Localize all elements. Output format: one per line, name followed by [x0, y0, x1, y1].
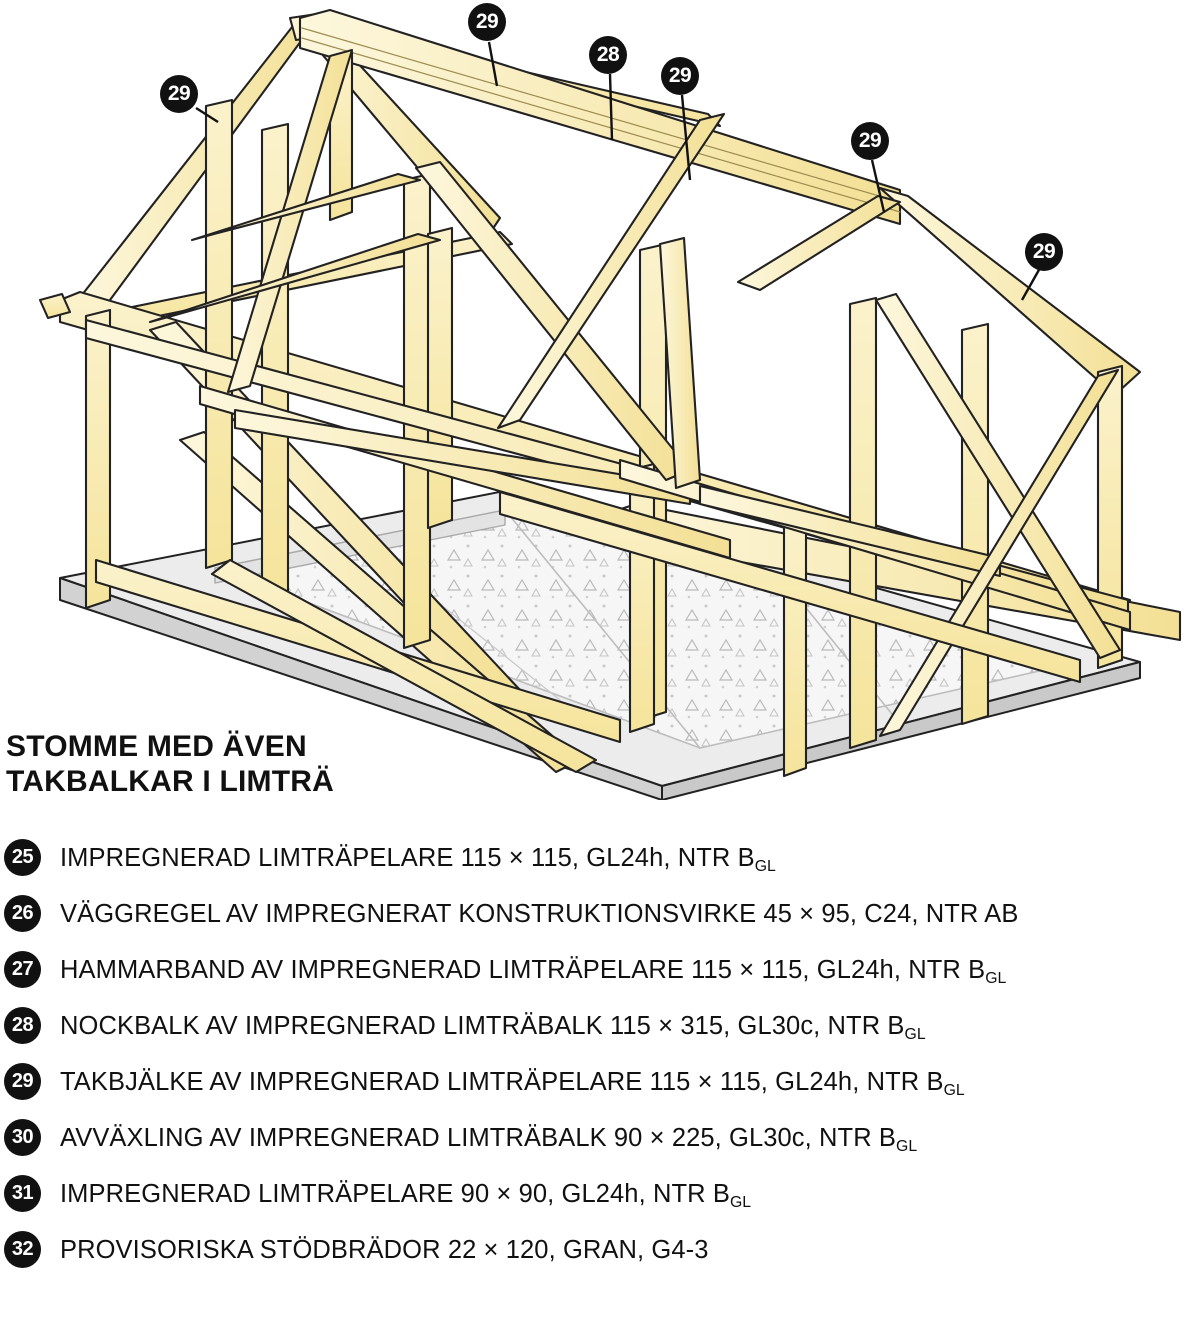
legend-item-26: [4, 894, 1196, 950]
callout-29-d: 29: [851, 122, 889, 160]
callout-29-e: 29: [1025, 233, 1063, 271]
legend-item-32: [4, 1230, 1196, 1286]
legend-item-30: [4, 1118, 1196, 1174]
legend-label-25-text: IMPREGNERAD LIMTRÄPELARE 115 × 115, GL24h, NTR B: [60, 844, 755, 872]
callout-28: 28: [589, 36, 627, 74]
legend-label-31-sub: GL: [729, 1194, 752, 1211]
legend-label-26: [60, 894, 1196, 938]
legend-label-29: [60, 1062, 1196, 1106]
legend-label-26-text: VÄGGREGEL AV IMPREGNERAT KONSTRUKTIONSVIRKE 45 × 95, C24, NTR AB: [60, 900, 1019, 928]
legend-number-32: 32: [4, 1231, 41, 1268]
legend-label-27-text: HAMMARBAND AV IMPREGNERAD LIMTRÄPELARE 115 × 115, GL24h, NTR B: [60, 956, 986, 984]
legend-number-28: 28: [4, 1007, 41, 1044]
legend-label-31: [60, 1174, 1196, 1218]
legend-number-30: 30: [4, 1119, 41, 1156]
legend-number-25: 25: [4, 839, 41, 876]
legend-label-27-sub: GL: [985, 970, 1007, 987]
legend-label-30-text: AVVÄXLING AV IMPREGNERAD LIMTRÄBALK 90 × 225, GL30c, NTR B: [60, 1124, 897, 1152]
callout-29-c: 29: [160, 75, 198, 113]
legend-label-28-sub: GL: [904, 1026, 926, 1043]
callout-29-a: 29: [468, 3, 506, 41]
legend-label-30-sub: GL: [896, 1138, 918, 1155]
legend-label-29-sub: GL: [943, 1082, 965, 1099]
callout-29-b: 29: [661, 57, 699, 95]
title-line-2: TAKBALKAR I LIMTRÄ: [6, 764, 334, 798]
legend-item-25: [4, 838, 1196, 894]
legend-label-27: [60, 950, 1196, 994]
legend-label-28: [60, 1006, 1196, 1050]
legend-number-29: 29: [4, 1063, 41, 1100]
legend-label-29-text: TAKBJÄLKE AV IMPREGNERAD LIMTRÄPELARE 115 × 115, GL24h, NTR B: [60, 1068, 944, 1096]
legend-item-28: [4, 1006, 1196, 1062]
page-title: [6, 730, 526, 799]
title-line-1: STOMME MED ÄVEN: [6, 730, 307, 763]
legend-item-29: [4, 1062, 1196, 1118]
legend-number-31: 31: [4, 1175, 41, 1212]
legend-label-25: [60, 838, 1196, 882]
legend-label-32-text: PROVISORISKA STÖDBRÄDOR 22 × 120, GRAN, G4-3: [60, 1236, 709, 1264]
legend-item-27: [4, 950, 1196, 1006]
legend-list: [4, 838, 1196, 1286]
legend-label-25-sub: GL: [754, 858, 776, 875]
legend-label-31-text: IMPREGNERAD LIMTRÄPELARE 90 × 90, GL24h, NTR B: [60, 1180, 730, 1208]
legend-number-27: 27: [4, 951, 41, 988]
legend-label-30: [60, 1118, 1196, 1162]
legend-label-32: [60, 1230, 1196, 1274]
legend-number-26: 26: [4, 895, 41, 932]
legend-item-31: [4, 1174, 1196, 1230]
legend-label-28-text: NOCKBALK AV IMPREGNERAD LIMTRÄBALK 115 × 315, GL30c, NTR B: [60, 1012, 905, 1040]
